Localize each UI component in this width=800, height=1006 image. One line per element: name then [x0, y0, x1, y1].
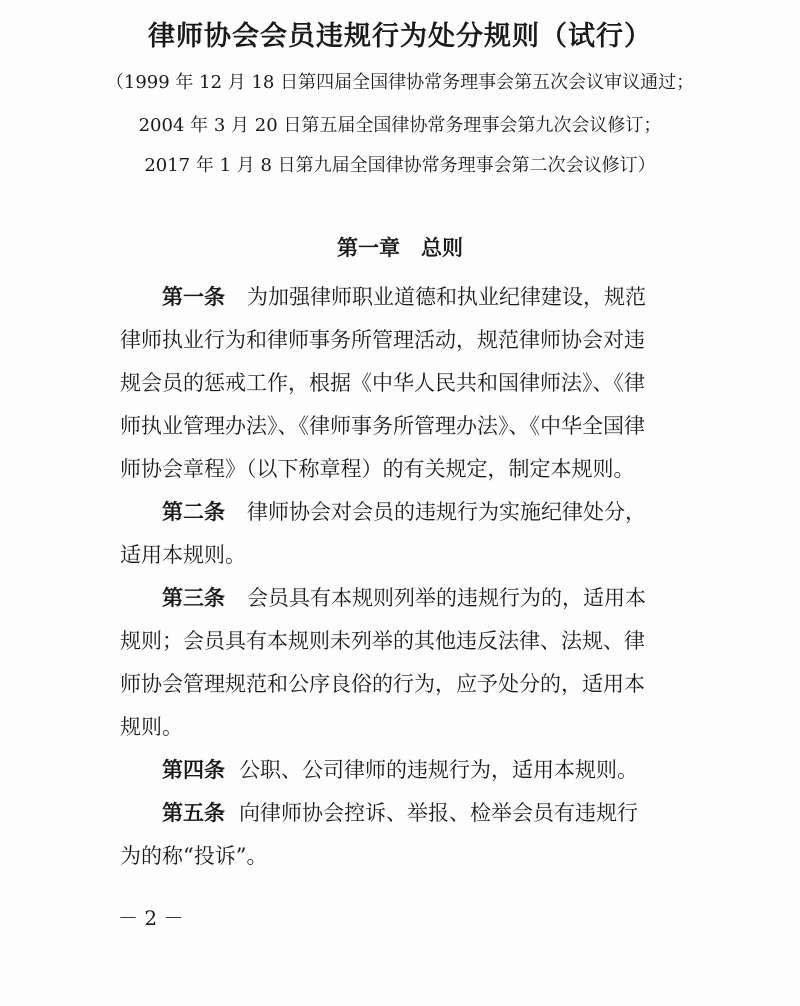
- article-2-line-1: [0, 498, 800, 526]
- article-4-text-1: 公职、公司律师的违规行为，适用本规则。: [239, 758, 638, 782]
- article-5-text-2: 为的称“投诉”。: [120, 844, 268, 868]
- article-2-text-2: 适用本规则。: [120, 543, 246, 567]
- history-line-2: 2004 年 3 月 20 日第五届全国律协常务理事会第九次会议修订；: [138, 115, 662, 136]
- article-2-label: 第二条: [162, 500, 225, 524]
- article-4-label: 第四条: [162, 758, 225, 782]
- article-1-text-3: 规会员的惩戒工作，根据《中华人民共和国律师法》、《律: [120, 371, 645, 395]
- article-4-line-1: [0, 756, 800, 784]
- article-3-text-4: 规则。: [120, 715, 183, 739]
- article-1-text-2: 律师执业行为和律师事务所管理活动，规范律师协会对违: [120, 328, 645, 352]
- document-title: 律师协会会员违规行为处分规则（试行）: [148, 21, 652, 52]
- article-5-line-1: [0, 799, 800, 827]
- article-3-text-2: 规则；会员具有本规则未列举的其他违反法律、法规、律: [120, 629, 645, 653]
- article-3-line-1: [0, 584, 800, 612]
- article-1-text-5: 师协会章程》（以下称章程）的有关规定，制定本规则。: [120, 457, 635, 481]
- history-line-3: 2017 年 1 月 8 日第九届全国律协常务理事会第二次会议修订）: [144, 155, 656, 176]
- article-5-label: 第五条: [162, 801, 225, 825]
- article-5-text-1: 向律师协会控诉、举报、检举会员有违规行: [239, 801, 638, 825]
- article-1-text-4: 师执业管理办法》、《律师事务所管理办法》、《中华全国律: [120, 414, 645, 438]
- article-1-line-1: [0, 283, 800, 311]
- page-number: － 2 －: [118, 906, 184, 930]
- chapter-heading: 第一章 总则: [337, 236, 463, 260]
- article-3-label: 第三条: [162, 586, 225, 610]
- article-1-label: 第一条: [162, 285, 225, 309]
- article-2-text-1: 律师协会对会员的违规行为实施纪律处分，: [247, 500, 646, 524]
- article-3-text-3: 师协会管理规范和公序良俗的行为，应予处分的，适用本: [120, 672, 645, 696]
- history-line-1: （1999 年 12 月 18 日第四届全国律协常务理事会第五次会议审议通过；: [105, 72, 695, 93]
- article-1-text-1: 为加强律师职业道德和执业纪律建设，规范: [247, 285, 646, 309]
- article-3-text-1: 会员具有本规则列举的违规行为的，适用本: [247, 586, 646, 610]
